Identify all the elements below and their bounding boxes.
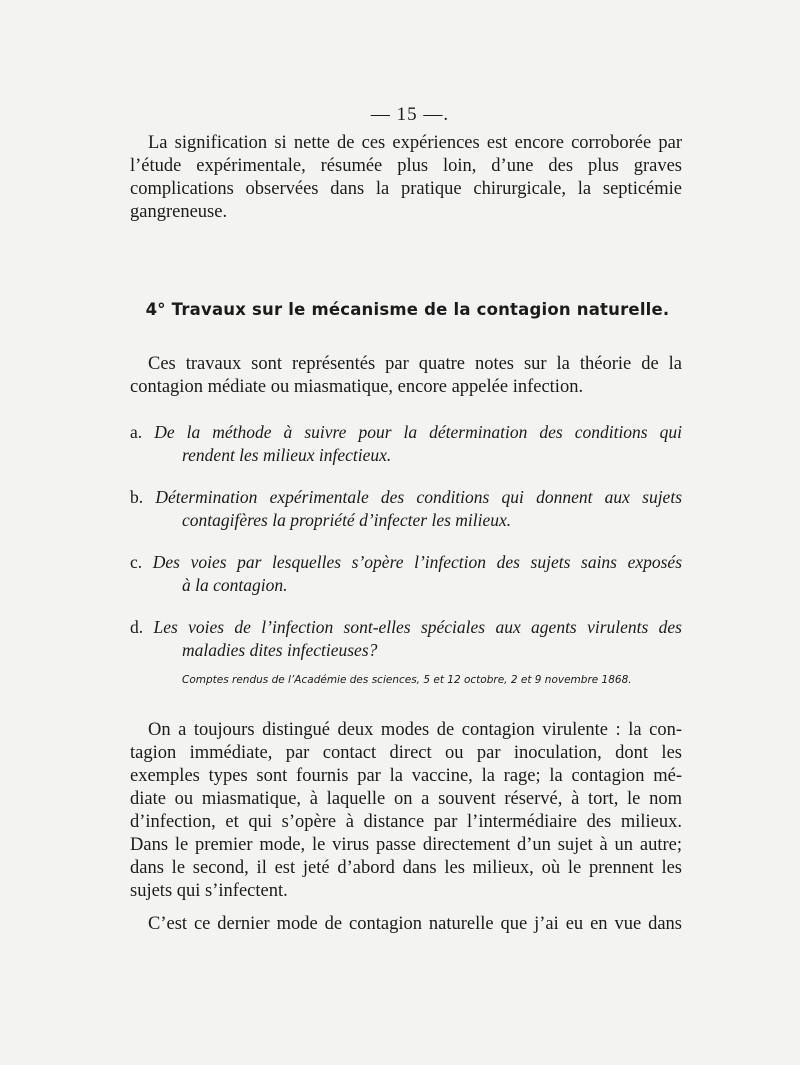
- text-line: Dans le premier mode, le virus passe directement d’un sujet à un autre;: [130, 835, 682, 855]
- text-line: dans le second, il est jeté d’abord dans les milieux, où le prennent les: [130, 858, 682, 878]
- list-item: [130, 551, 682, 597]
- item-title-continuation: à la contagion.: [182, 575, 288, 595]
- item-title-continuation: contagifères la propriété d’infecter les milieux.: [182, 510, 512, 530]
- text-line: diate ou miasmatique, à laquelle on a souvent réservé, à tort, le nom: [130, 789, 682, 809]
- page-number: — 15 —.: [370, 104, 450, 125]
- item-title: Des voies par lesquelles s’opère l’infection des sujets sains exposés: [152, 552, 683, 572]
- item-title: Les voies de l’infection sont-elles spéciales aux agents virulents des: [153, 617, 682, 637]
- closing-paragraph: [130, 913, 682, 936]
- item-title: De la méthode à suivre pour la détermination des conditions qui: [154, 422, 682, 442]
- text-line: La signification si nette de ces expériences est encore corroborée par: [148, 133, 682, 153]
- item-letter: a.: [130, 422, 143, 442]
- text-line: contagion médiate ou miasmatique, encore appelée infection.: [130, 377, 584, 397]
- item-title: Détermination expérimentale des conditions qui donnent aux sujets: [155, 487, 682, 507]
- summary-paragraph: [130, 353, 682, 399]
- text-line: d’infection, et qui s’opère à distance par l’intermédiaire des milieux.: [130, 812, 682, 832]
- item-letter: d.: [130, 617, 144, 637]
- text-line: complications observées dans la pratique chirurgicale, la septicémie: [130, 179, 682, 199]
- list-item: [130, 421, 682, 467]
- item-letter: c.: [130, 552, 143, 572]
- item-letter: b.: [130, 487, 144, 507]
- list-item: [130, 616, 682, 662]
- text-line: Ces travaux sont représentés par quatre notes sur la théorie de la: [148, 354, 682, 374]
- text-line: On a toujours distingué deux modes de contagion virulente : la con-: [148, 720, 682, 740]
- text-line: l’étude expérimentale, résumée plus loin, d’une des plus graves: [130, 156, 682, 176]
- section-heading: 4° Travaux sur le mécanisme de la contagion naturelle.: [145, 300, 670, 319]
- text-line: sujets qui s’infectent.: [130, 881, 288, 901]
- main-paragraph: [130, 719, 682, 903]
- text-line: tagion immédiate, par contact direct ou par inoculation, dont les: [130, 743, 682, 763]
- item-title-continuation: maladies dites infectieuses?: [182, 640, 378, 660]
- intro-paragraph: [130, 132, 682, 224]
- reference-citation: Comptes rendus de l’Académie des sciences, 5 et 12 octobre, 2 et 9 novembre 1868.: [182, 674, 632, 686]
- text-line: exemples types sont fournis par la vaccine, la rage; la contagion mé-: [130, 766, 682, 786]
- text-line: gangreneuse.: [130, 202, 228, 222]
- list-item: [130, 486, 682, 532]
- item-title-continuation: rendent les milieux infectieux.: [182, 445, 392, 465]
- text-line: C’est ce dernier mode de contagion naturelle que j’ai eu en vue dans: [148, 914, 682, 934]
